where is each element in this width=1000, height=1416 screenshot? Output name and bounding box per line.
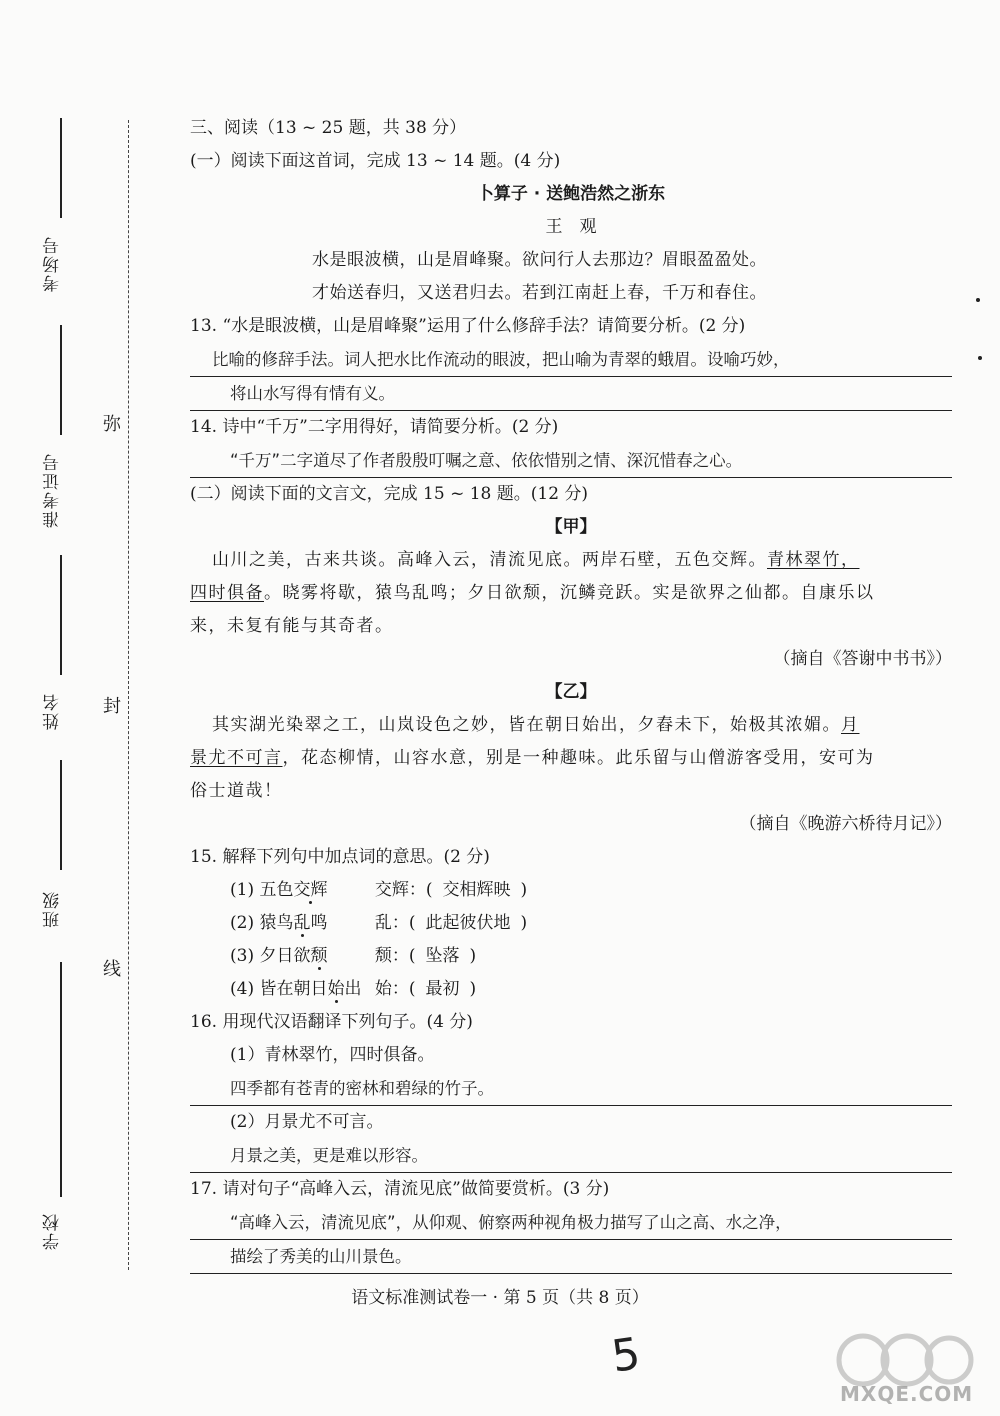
answer-16-1: 四季都有苍青的密林和碧绿的竹子。 bbox=[190, 1072, 952, 1106]
answer-16-2: 月景之美，更是难以形容。 bbox=[190, 1139, 952, 1173]
exam-content bbox=[190, 112, 952, 1274]
q15-1-pre: 五色 bbox=[259, 880, 294, 900]
q15-4-post: 出 bbox=[344, 979, 362, 999]
q15-item-3 bbox=[190, 940, 952, 973]
seal-char-feng: 封 bbox=[103, 696, 121, 717]
q15-item-4 bbox=[190, 973, 952, 1006]
q15-1-num: (1) bbox=[230, 880, 255, 900]
watermark-text: MXQE.COM bbox=[840, 1382, 974, 1406]
q15-4-dotted: 始 bbox=[327, 979, 345, 999]
field-label-kaochang: 考场号 bbox=[43, 235, 63, 292]
yi-text-2a-underlined: 景尤不可言 bbox=[190, 748, 283, 768]
yi-text-line-2 bbox=[190, 742, 952, 775]
field-rule-xingming bbox=[60, 555, 62, 675]
jia-text-line-1 bbox=[190, 544, 952, 577]
jia-label: 【甲】 bbox=[545, 517, 597, 537]
question-13: 13. “水是眼波横，山是眉峰聚”运用了什么修辞手法？请简要分析。(2 分) bbox=[190, 316, 746, 336]
q15-3-word: 颓：( bbox=[374, 946, 416, 966]
scan-speck bbox=[976, 298, 980, 302]
q15-3-answer: 坠落 bbox=[425, 946, 460, 966]
q15-2-num: (2) bbox=[230, 913, 255, 933]
yi-text-line-1 bbox=[190, 709, 952, 742]
q15-2-answer: 此起彼伏地 bbox=[425, 913, 511, 933]
yi-text-1b-underlined: 月 bbox=[841, 715, 860, 735]
seal-char-xian: 线 bbox=[103, 959, 121, 980]
answer-17-line-2: 描绘了秀美的山川景色。 bbox=[190, 1240, 952, 1274]
poem-line-1: 水是眼波横，山是眉峰聚。欲问行人去那边？眉眼盈盈处。 bbox=[312, 250, 767, 270]
answer-14: “千万”二字道尽了作者殷殷叮嘱之意、依依惜别之情、深沉惜春之心。 bbox=[190, 444, 952, 478]
section-title: 三、阅读（13 ~ 25 题，共 38 分） bbox=[190, 118, 467, 138]
jia-text-line-2 bbox=[190, 577, 952, 610]
field-label-banji: 班级 bbox=[43, 890, 63, 928]
poem-title: 卜算子 · 送鲍浩然之浙东 bbox=[476, 184, 666, 204]
q15-1-dotted: 交辉 bbox=[293, 880, 328, 900]
yi-text-1a: 其实湖光染翠之工，山岚设色之妙，皆在朝日始出，夕舂未下，始极其浓媚。 bbox=[212, 715, 841, 735]
field-label-xingming: 姓名 bbox=[43, 692, 63, 730]
q15-2-dotted: 乱 bbox=[293, 913, 311, 933]
q16-sub-1: (1）青林翠竹，四时俱备。 bbox=[230, 1045, 435, 1065]
q15-1-close: ) bbox=[520, 880, 528, 900]
jia-source: （摘自《答谢中书书》） bbox=[773, 649, 952, 669]
part2-instruction: (二）阅读下面的文言文，完成 15 ~ 18 题。(12 分) bbox=[190, 484, 589, 504]
question-14: 14. 诗中“千万”二字用得好，请简要分析。(2 分) bbox=[190, 417, 559, 437]
page-footer: 语文标准测试卷一 · 第 5 页（共 8 页） bbox=[351, 1288, 649, 1308]
question-15: 15. 解释下列句中加点词的意思。(2 分) bbox=[190, 847, 490, 867]
q15-3-num: (3) bbox=[230, 946, 255, 966]
q15-2-close: ) bbox=[520, 913, 528, 933]
field-rule-xuexiao bbox=[60, 962, 62, 1197]
jia-text-2b: 。晓雾将歇，猿鸟乱鸣；夕日欲颓，沉鳞竞跃。实是欲界之仙都。自康乐以 bbox=[264, 583, 875, 603]
q15-item-2 bbox=[190, 907, 952, 940]
jia-text-line-3: 来，未复有能与其奇者。 bbox=[190, 616, 394, 636]
poem-author: 王 观 bbox=[545, 217, 597, 237]
q15-4-word: 始：( bbox=[374, 979, 416, 999]
part1-instruction: (一）阅读下面这首词，完成 13 ~ 14 题。(4 分) bbox=[190, 151, 561, 171]
q15-item-1 bbox=[190, 874, 952, 907]
seal-char-mi: 弥 bbox=[103, 414, 121, 435]
jia-text-1b-underlined: 青林翠竹， bbox=[767, 550, 860, 570]
jia-text-1a: 山川之美，古来共谈。高峰入云，清流见底。两岸石壁，五色交辉。 bbox=[212, 550, 767, 570]
answer-13-line-2: 将山水写得有情有义。 bbox=[190, 377, 952, 411]
yi-label: 【乙】 bbox=[545, 682, 597, 702]
yi-text-line-3: 俗士道哉！ bbox=[190, 781, 283, 801]
jia-text-2a-underlined: 四时俱备 bbox=[190, 583, 264, 603]
q15-4-num: (4) bbox=[230, 979, 255, 999]
seal-dashed-line bbox=[128, 120, 129, 1270]
q15-4-pre: 皆在朝日 bbox=[259, 979, 328, 999]
field-rule-kaochang bbox=[60, 118, 62, 218]
field-rule-banji bbox=[60, 760, 62, 870]
field-label-zhunkao: 准考证号 bbox=[43, 452, 63, 528]
yi-text-2b: ，花态柳情，山容水意，别是一种趣味。此乐留与山僧游客受用，安可为 bbox=[282, 748, 875, 768]
q15-3-dotted: 颓 bbox=[310, 946, 328, 966]
q15-1-answer: 交相辉映 bbox=[442, 880, 511, 900]
handwritten-page-number: 5 bbox=[608, 1328, 644, 1383]
scan-speck bbox=[978, 356, 982, 360]
q15-3-pre: 夕日欲 bbox=[259, 946, 311, 966]
poem-line-2: 才始送春归，又送君归去。若到江南赶上春，千万和春住。 bbox=[312, 283, 767, 303]
q15-4-answer: 最初 bbox=[425, 979, 460, 999]
question-17: 17. 请对句子“高峰入云，清流见底”做简要赏析。(3 分) bbox=[190, 1179, 610, 1199]
field-label-xuexiao: 学校 bbox=[43, 1212, 63, 1250]
q15-2-word: 乱：( bbox=[374, 913, 416, 933]
yi-source: （摘自《晚游六桥待月记》） bbox=[739, 814, 952, 834]
answer-17-line-1: “高峰入云，清流见底”，从仰观、俯察两种视角极力描写了山之高、水之净， bbox=[190, 1206, 952, 1240]
q15-1-word: 交辉：( bbox=[374, 880, 433, 900]
q15-3-close: ) bbox=[469, 946, 477, 966]
q16-sub-2: (2）月景尤不可言。 bbox=[230, 1112, 384, 1132]
question-16: 16. 用现代汉语翻译下列句子。(4 分) bbox=[190, 1012, 473, 1032]
q15-2-pre: 猿鸟 bbox=[259, 913, 294, 933]
answer-13-line-1: 比喻的修辞手法。词人把水比作流动的眼波，把山喻为青翠的蛾眉。设喻巧妙， bbox=[190, 343, 952, 377]
q15-4-close: ) bbox=[469, 979, 477, 999]
q15-2-post: 鸣 bbox=[310, 913, 328, 933]
field-rule-zhunkao bbox=[60, 325, 62, 435]
